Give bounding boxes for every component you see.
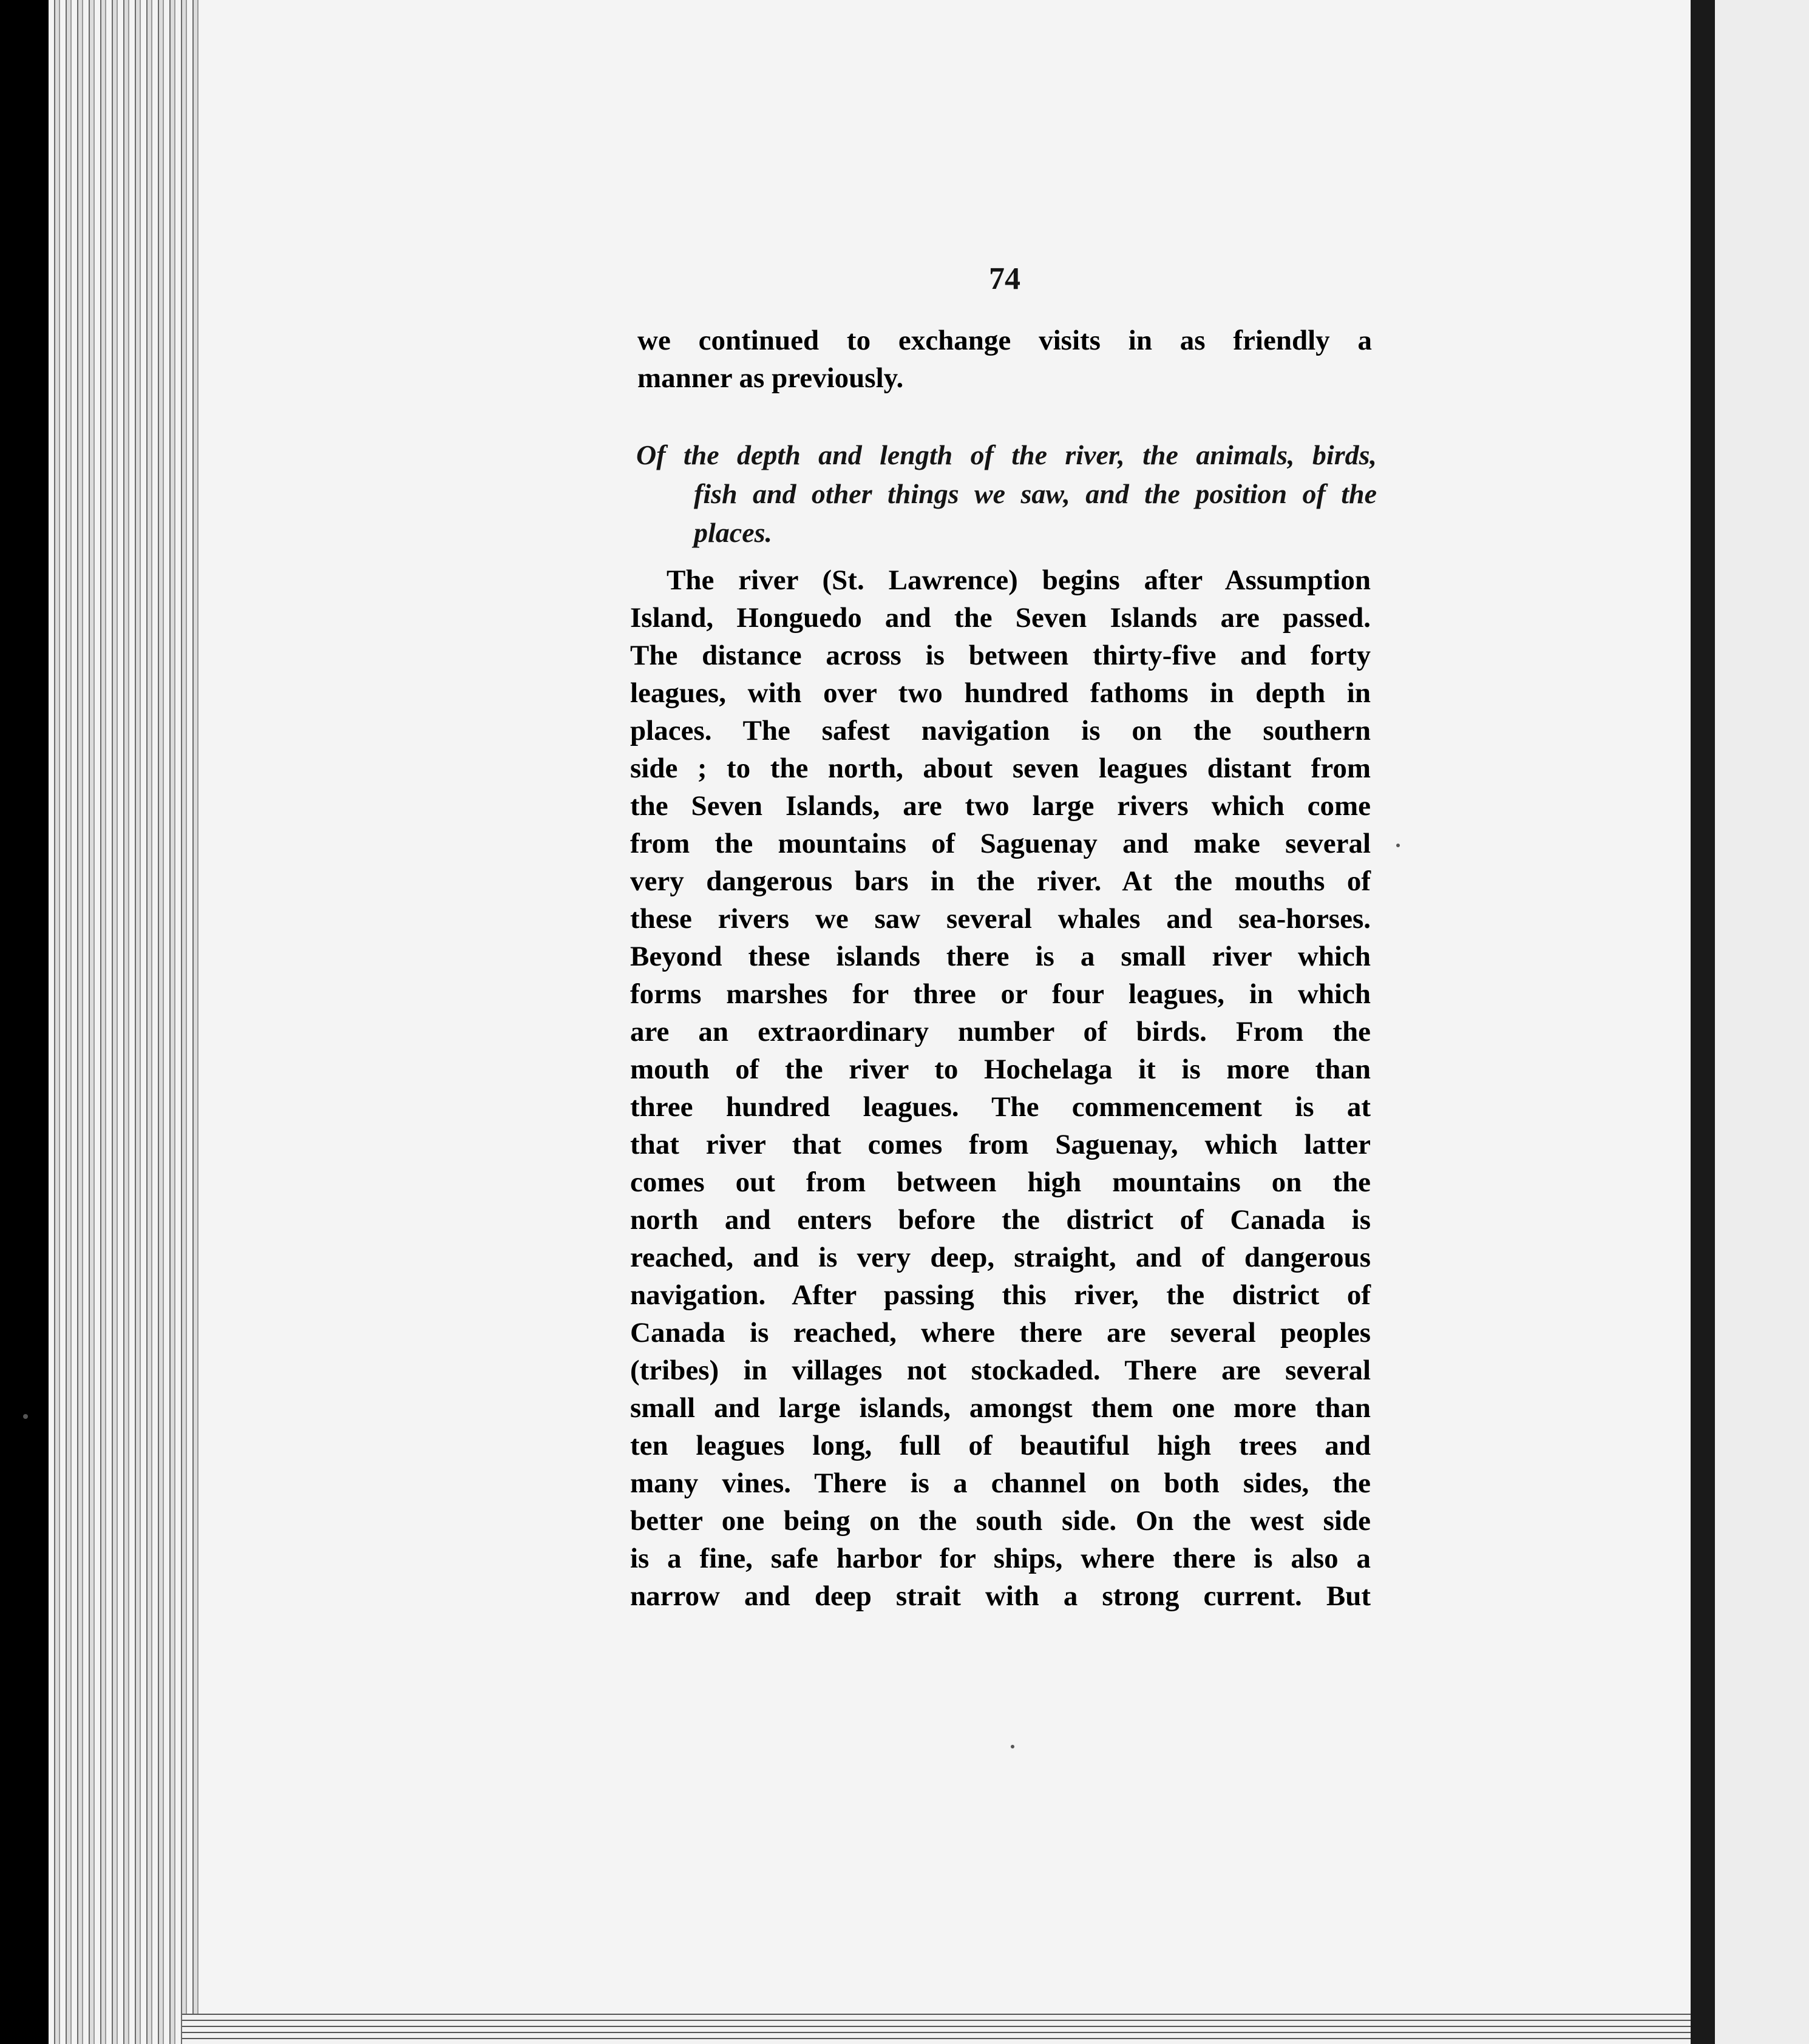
scan-speck [1396, 844, 1400, 847]
text-line: forms marshes for three or four leagues, in which [630, 978, 1371, 1010]
text-line: The river (St. Lawrence) begins after Assumption [667, 564, 1371, 596]
text-line: better one being on the south side. On the west side [630, 1505, 1371, 1537]
text-line: north and enters before the district of Canada is [630, 1204, 1371, 1236]
text-line: we continued to exchange visits in as friendly a [637, 325, 1372, 356]
text-line: ten leagues long, full of beautiful high trees and [630, 1430, 1371, 1461]
text-line: many vines. There is a channel on both sides, the [630, 1467, 1371, 1499]
paragraph-continuation [637, 322, 1372, 397]
text-line: The distance across is between thirty-five and forty [630, 640, 1371, 671]
book-binding [1691, 0, 1715, 2044]
text-line: the Seven Islands, are two large rivers which come [630, 790, 1371, 822]
body-paragraph [630, 561, 1371, 1615]
text-line: very dangerous bars in the river. At the mouths of [630, 865, 1371, 897]
text-line: small and large islands, amongst them one more than [630, 1392, 1371, 1424]
text-line: mouth of the river to Hochelaga it is more than [630, 1054, 1371, 1085]
text-line: Beyond these islands there is a small river which [630, 941, 1371, 972]
text-line: Island, Honguedo and the Seven Islands are passed. [630, 602, 1371, 634]
text-line: comes out from between high mountains on the [630, 1166, 1371, 1198]
text-line: is a fine, safe harbor for ships, where there is also a [630, 1543, 1371, 1574]
text-line: Canada is reached, where there are several peoples [630, 1317, 1371, 1349]
heading-line: fish and other things we saw, and the position of the [694, 478, 1377, 509]
text-line: side ; to the north, about seven leagues distant from [630, 753, 1371, 784]
text-line: manner as previously. [637, 362, 904, 394]
book-page-edges [49, 0, 212, 2044]
text-line: three hundred leagues. The commencement is at [630, 1091, 1371, 1123]
text-line: leagues, with over two hundred fathoms in depth in [630, 677, 1371, 709]
text-line: that river that comes from Saguenay, which latter [630, 1129, 1371, 1160]
text-line: (tribes) in villages not stockaded. There are several [630, 1355, 1371, 1386]
text-line: navigation. After passing this river, the district of [630, 1279, 1371, 1311]
page-number: 74 [989, 262, 1020, 296]
heading-line: places. [694, 517, 773, 548]
scan-left-margin [0, 0, 49, 2044]
section-heading [636, 436, 1377, 552]
text-line: from the mountains of Saguenay and make several [630, 828, 1371, 859]
next-page-sliver [1715, 0, 1809, 2044]
heading-line: Of the depth and length of the river, the animals, birds, [636, 439, 1377, 470]
text-line: reached, and is very deep, straight, and of dangerous [630, 1242, 1371, 1273]
text-line: these rivers we saw several whales and sea-horses. [630, 903, 1371, 935]
text-line: places. The safest navigation is on the southern [630, 715, 1371, 746]
book-bottom-edge [182, 2014, 1712, 2044]
text-line: narrow and deep strait with a strong current. But [630, 1580, 1371, 1612]
scan-speck [23, 1414, 28, 1419]
scan-speck [1011, 1745, 1014, 1748]
text-line: are an extraordinary number of birds. From the [630, 1016, 1371, 1047]
